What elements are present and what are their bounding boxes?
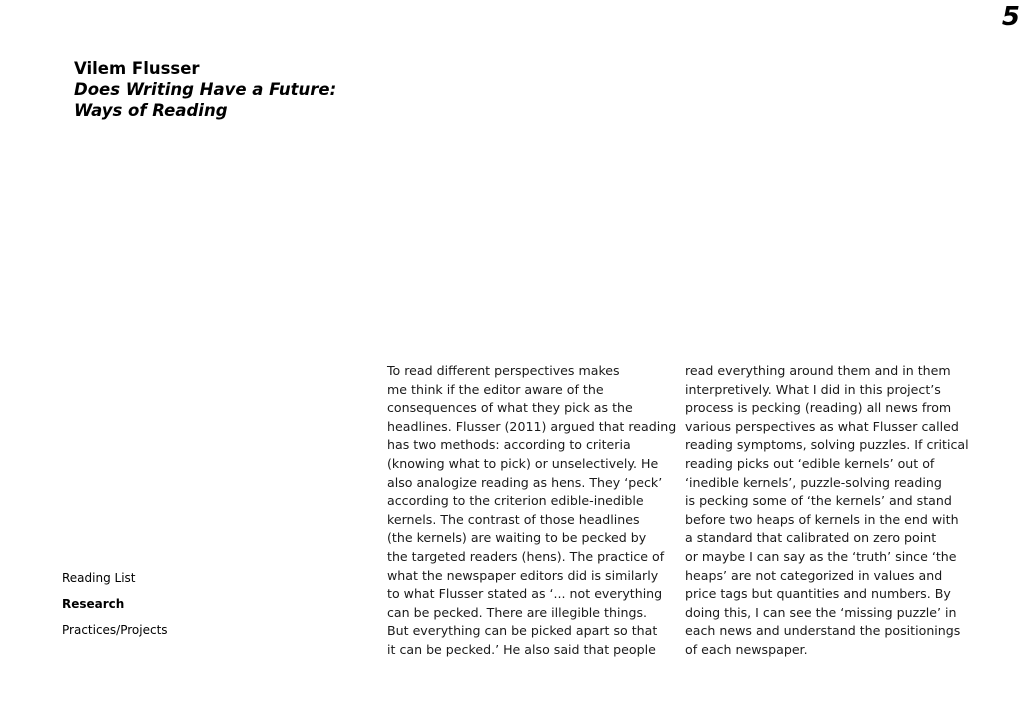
text-line: a standard that calibrated on zero point	[685, 530, 937, 546]
text-line: price tags but quantities and numbers. By	[685, 586, 951, 602]
text-line: or maybe I can say as the ‘truth’ since ‘the	[685, 548, 957, 564]
text-line: reading picks out ‘edible kernels’ out of	[685, 455, 935, 471]
text-line: (the kernels) are waiting to be pecked by	[387, 530, 647, 546]
section-nav	[62, 570, 168, 648]
text-line: is pecking some of ‘the kernels’ and stand	[685, 493, 952, 509]
text-line: me think if the editor aware of the	[387, 381, 604, 397]
text-line: doing this, I can see the ‘missing puzzle’ in	[685, 604, 957, 620]
author-name: Vilem Flusser	[74, 59, 200, 78]
text-line: what the newspaper editors did is similarly	[387, 567, 659, 583]
text-line: interpretively. What I did in this project’s	[685, 381, 941, 397]
page-number: 5	[1001, 2, 1020, 32]
text-line: has two methods: according to criteria	[387, 437, 631, 453]
text-line: heaps’ are not categorized in values and	[685, 567, 943, 583]
text-line: kernels. The contrast of those headlines	[387, 511, 640, 527]
article-title-line-1: Does Writing Have a Future:	[74, 80, 337, 99]
body-text-column-right	[685, 362, 969, 660]
text-line: also analogize reading as hens. They ‘peck’	[387, 474, 663, 490]
nav-item-research[interactable]: Research	[62, 597, 125, 611]
nav-item-practices-projects[interactable]: Practices/Projects	[62, 623, 168, 637]
text-line: process is pecking (reading) all news from	[685, 400, 952, 416]
text-line: the targeted readers (hens). The practice of	[387, 548, 665, 564]
article-header	[74, 58, 336, 121]
body-text-column-left	[387, 362, 676, 660]
text-line: reading symptoms, solving puzzles. If critical	[685, 437, 969, 453]
article-title-line-2: Ways of Reading	[74, 101, 228, 120]
text-line: various perspectives as what Flusser called	[685, 418, 959, 434]
text-line: to what Flusser stated as ‘... not everything	[387, 586, 663, 602]
text-line: read everything around them and in them	[685, 363, 951, 378]
text-line: (knowing what to pick) or unselectively. He	[387, 455, 659, 471]
text-line: each news and understand the positionings	[685, 623, 961, 639]
text-line: But everything can be picked apart so that	[387, 623, 658, 639]
text-line: of each newspaper.	[685, 641, 808, 657]
text-line: it can be pecked.’ He also said that people	[387, 641, 656, 657]
text-line: according to the criterion edible-inedible	[387, 493, 644, 509]
text-line: ‘inedible kernels’, puzzle-solving reading	[685, 474, 942, 490]
nav-item-reading-list[interactable]: Reading List	[62, 571, 136, 585]
text-line: To read different perspectives makes	[387, 363, 620, 378]
text-line: consequences of what they pick as the	[387, 400, 633, 416]
text-line: can be pecked. There are illegible things.	[387, 604, 648, 620]
text-line: before two heaps of kernels in the end with	[685, 511, 959, 527]
text-line: headlines. Flusser (2011) argued that reading	[387, 418, 677, 434]
